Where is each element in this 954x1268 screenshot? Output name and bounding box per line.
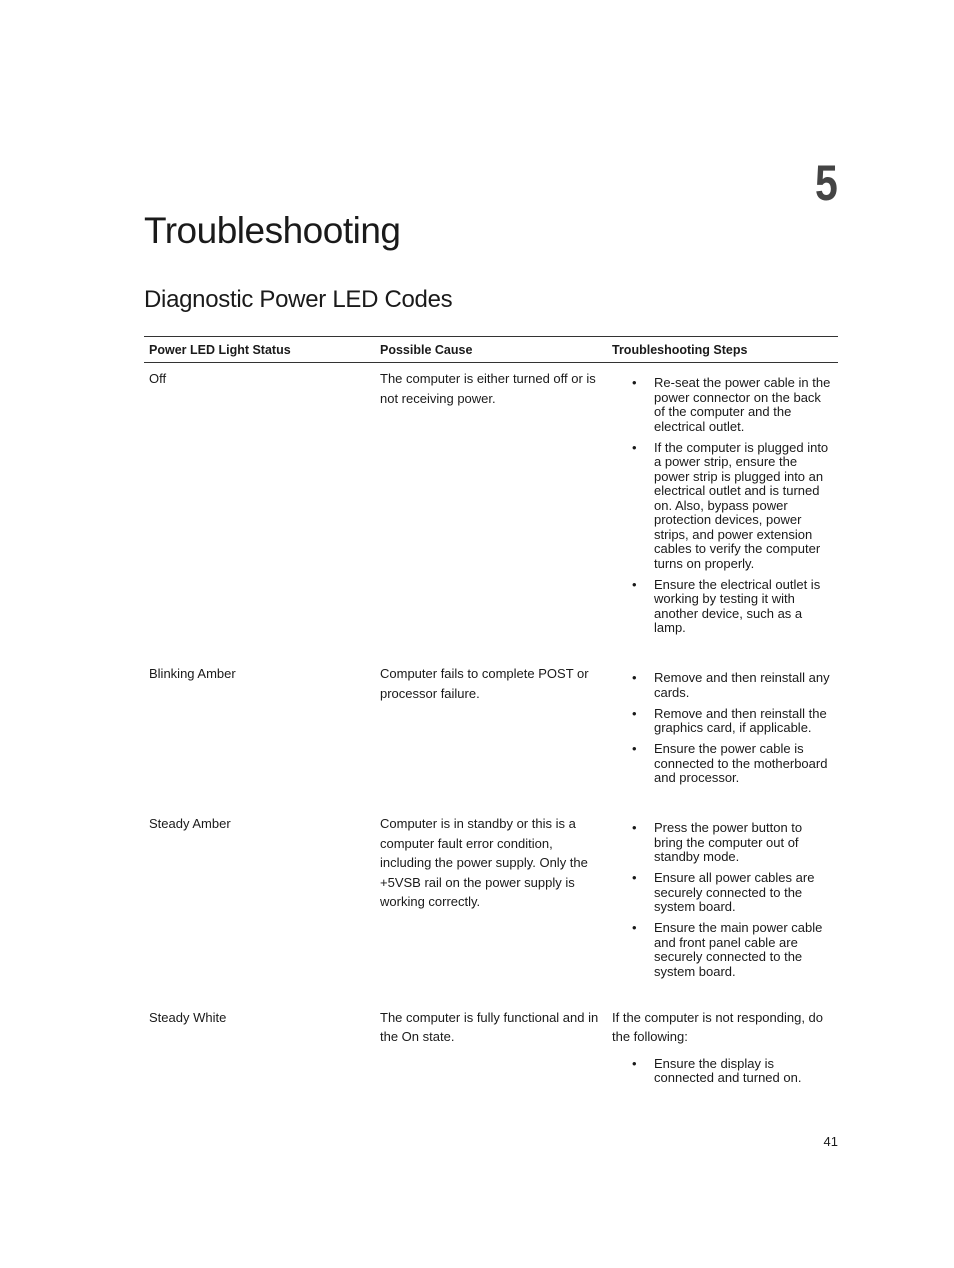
table-row	[144, 1002, 838, 1109]
led-status-cell: Steady White	[149, 1009, 227, 1025]
page-number: 41	[823, 1134, 838, 1149]
steps-list	[612, 671, 833, 786]
step-item: • Remove and then reinstall the graphics card, if applicable.	[654, 707, 833, 736]
led-status-cell: Off	[149, 371, 167, 386]
led-status-cell: Steady Amber	[149, 816, 231, 831]
step-item: • Press the power button to bring the computer out of standby mode.	[654, 821, 833, 865]
step-item: • Ensure the power cable is connected to the motherboard and processor.	[654, 742, 833, 786]
page-title: Troubleshooting	[144, 210, 401, 251]
step-item: • Re-seat the power cable in the power connector on the back of the computer and the electrical outlet.	[654, 376, 833, 434]
table-row	[144, 808, 838, 1002]
steps-cell	[607, 658, 838, 808]
possible-cause-cell: Computer is in standby or this is a computer fault error condition, including the power supply. Only the +5VSB rail on the power supply is working correctly.	[380, 816, 588, 909]
step-item: • Ensure the display is connected and turned on.	[654, 1057, 833, 1086]
possible-cause-cell: The computer is fully functional and in the On state.	[380, 1009, 599, 1044]
possible-cause-cell: The computer is either turned off or is not receiving power.	[380, 371, 596, 406]
step-item: • Remove and then reinstall any cards.	[654, 671, 833, 700]
steps-intro: If the computer is not responding, do the following:	[612, 1009, 824, 1044]
steps-list	[612, 821, 833, 979]
step-item: • Ensure all power cables are securely connected to the system board.	[654, 871, 833, 915]
step-item: • Ensure the electrical outlet is working by testing it with another device, such as a lamp.	[654, 578, 833, 636]
step-item: • Ensure the main power cable and front panel cable are securely connected to the system board.	[654, 921, 833, 979]
header-possible-cause: Possible Cause	[375, 337, 607, 363]
section-title: Diagnostic Power LED Codes	[144, 286, 453, 313]
step-item: • If the computer is plugged into a power strip, ensure the power strip is plugged into an electrical outlet and is turned on. Also, bypass power protection devices, power strips, and power extension cables to verify the computer turns on properly.	[654, 441, 833, 572]
steps-list	[612, 1057, 833, 1086]
steps-cell	[607, 808, 838, 1002]
table-row	[144, 658, 838, 808]
steps-cell	[607, 1002, 838, 1109]
header-led-status: Power LED Light Status	[144, 337, 375, 363]
led-status-cell: Blinking Amber	[149, 666, 236, 681]
chapter-number: 5	[815, 155, 838, 211]
table-row	[144, 363, 838, 659]
steps-cell	[607, 363, 838, 659]
header-troubleshooting-steps: Troubleshooting Steps	[607, 337, 838, 363]
possible-cause-cell: Computer fails to complete POST or processor failure.	[380, 666, 589, 701]
steps-list	[612, 376, 833, 636]
table-header-row	[144, 337, 838, 363]
power-led-table	[144, 336, 838, 1108]
